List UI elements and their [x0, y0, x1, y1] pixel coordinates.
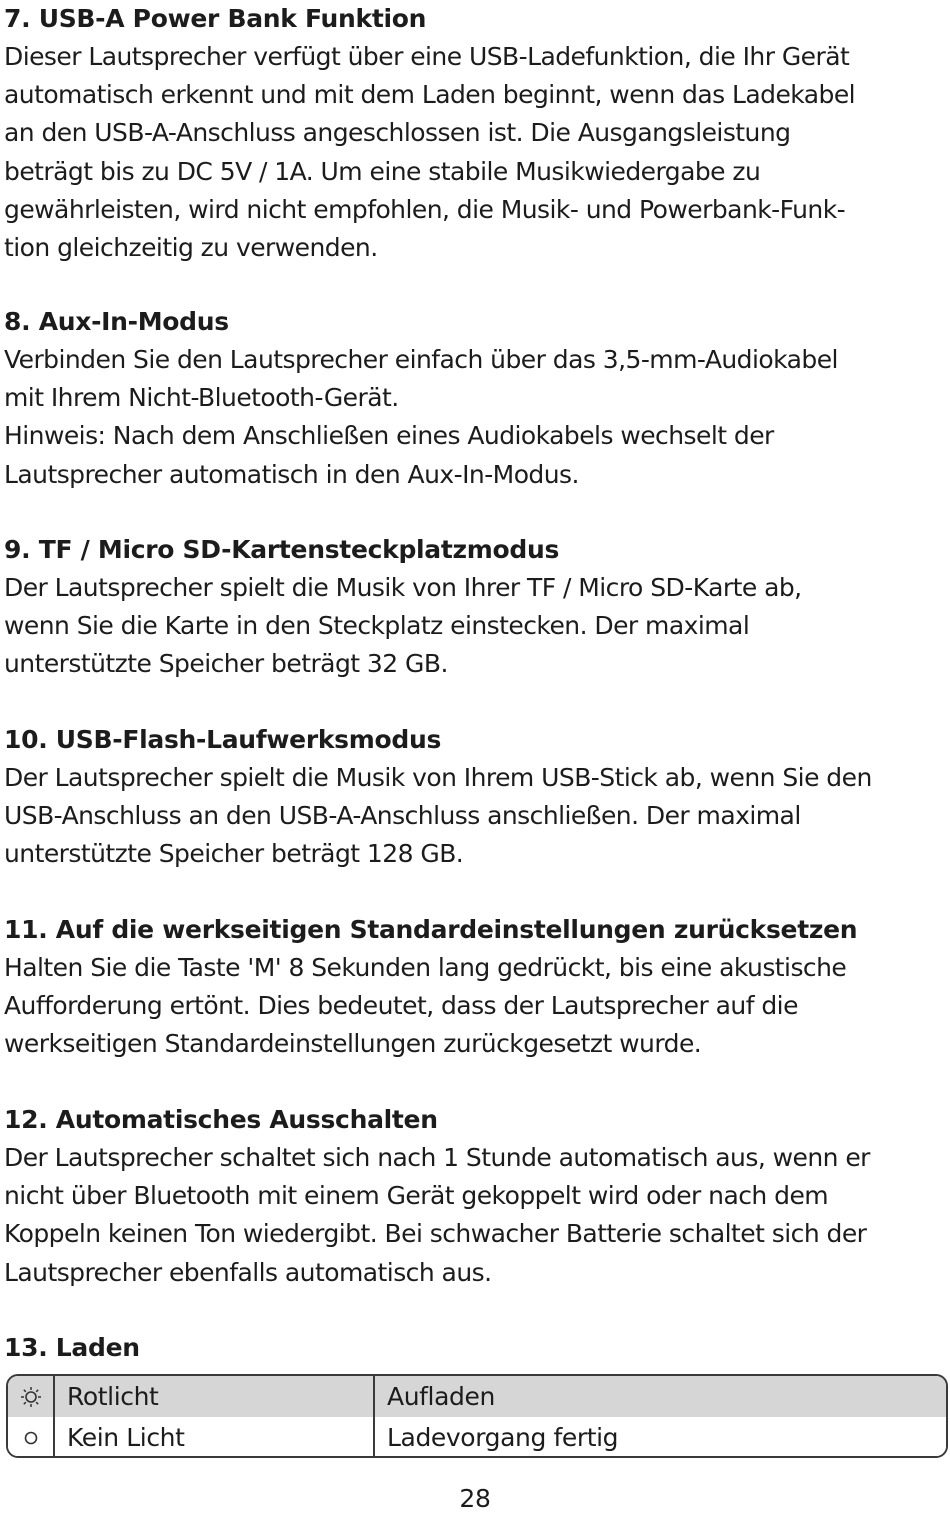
paragraph-line: unterstützte Speicher beträgt 128 GB.: [4, 839, 464, 869]
paragraph-line: wenn Sie die Karte in den Steckplatz einstecken. Der maximal: [4, 611, 750, 641]
table-row: [8, 1417, 946, 1458]
section-auto-power-off: [4, 1101, 870, 1292]
paragraph-line: Verbinden Sie den Lautsprecher einfach über das 3,5-mm-Audiokabel: [4, 345, 838, 374]
paragraph-line: Aufforderung ertönt. Dies bedeutet, dass der Lautsprecher auf die: [4, 991, 798, 1021]
paragraph-line: gewährleisten, wird nicht empfohlen, die Musik- und Powerbank-Funk-: [4, 194, 846, 224]
section-usb-flash: [4, 721, 872, 874]
paragraph-line: Dieser Lautsprecher verfügt über eine USB-Ladefunktion, die Ihr Gerät: [4, 42, 850, 71]
paragraph-line: nicht über Bluetooth mit einem Gerät gekoppelt wird oder nach dem: [4, 1181, 829, 1211]
paragraph-line: automatisch erkennt und mit dem Laden beginnt, wenn das Ladekabel: [4, 80, 856, 110]
section-heading: 12. Automatisches Ausschalten: [4, 1105, 438, 1134]
page-number: 28: [459, 1484, 491, 1513]
paragraph-line: Der Lautsprecher schaltet sich nach 1 Stunde automatisch aus, wenn er: [4, 1143, 870, 1172]
paragraph-line: Hinweis: Nach dem Anschließen eines Audiokabels wechselt der: [4, 421, 774, 451]
section-heading: 11. Auf die werkseitigen Standardeinstellungen zurücksetzen: [4, 915, 858, 944]
paragraph-line: Lautsprecher automatisch in den Aux-In-Modus.: [4, 459, 579, 489]
paragraph-line: USB-Anschluss an den USB-A-Anschluss anschließen. Der maximal: [4, 801, 801, 831]
section-factory-reset: [4, 911, 857, 1064]
section-charging: [4, 1329, 140, 1367]
paragraph-line: Der Lautsprecher spielt die Musik von Ihrem USB-Stick ab, wenn Sie den: [4, 763, 872, 792]
status-cell: Ladevorgang fertig: [387, 1423, 619, 1452]
section-heading: 13. Laden: [4, 1333, 140, 1362]
paragraph-line: tion gleichzeitig zu verwenden.: [4, 233, 378, 263]
section-heading: 10. USB-Flash-Laufwerksmodus: [4, 725, 442, 754]
charging-status-table: [6, 1374, 948, 1458]
light-on-icon: [8, 1376, 55, 1417]
paragraph-line: Koppeln keinen Ton wiedergibt. Bei schwacher Batterie schaltet sich der: [4, 1219, 867, 1249]
section-aux-in: [4, 303, 838, 494]
paragraph-line: mit Ihrem Nicht-Bluetooth-Gerät.: [4, 383, 399, 413]
paragraph-line: Der Lautsprecher spielt die Musik von Ihrer TF / Micro SD-Karte ab,: [4, 573, 802, 602]
light-cell: Rotlicht: [55, 1376, 375, 1417]
light-off-icon: [8, 1417, 55, 1458]
section-heading: 9. TF / Micro SD-Kartensteckplatzmodus: [4, 535, 560, 564]
table-row: [8, 1376, 946, 1419]
light-cell: Kein Licht: [55, 1417, 375, 1458]
section-usb-a-power-bank: [4, 0, 855, 267]
paragraph-line: unterstützte Speicher beträgt 32 GB.: [4, 649, 448, 679]
paragraph-line: an den USB-A-Anschluss angeschlossen ist. Die Ausgangsleistung: [4, 118, 791, 148]
paragraph-line: werkseitigen Standardeinstellungen zurückgesetzt wurde.: [4, 1029, 702, 1059]
status-cell: Aufladen: [387, 1382, 495, 1411]
paragraph-line: Lautsprecher ebenfalls automatisch aus.: [4, 1257, 492, 1287]
section-heading: 8. Aux-In-Modus: [4, 307, 229, 336]
paragraph-line: Halten Sie die Taste 'M' 8 Sekunden lang gedrückt, bis eine akustische: [4, 953, 847, 982]
section-heading: 7. USB-A Power Bank Funktion: [4, 4, 427, 33]
section-tf-micro-sd: [4, 531, 802, 684]
paragraph-line: beträgt bis zu DC 5V / 1A. Um eine stabile Musikwiedergabe zu: [4, 156, 761, 186]
